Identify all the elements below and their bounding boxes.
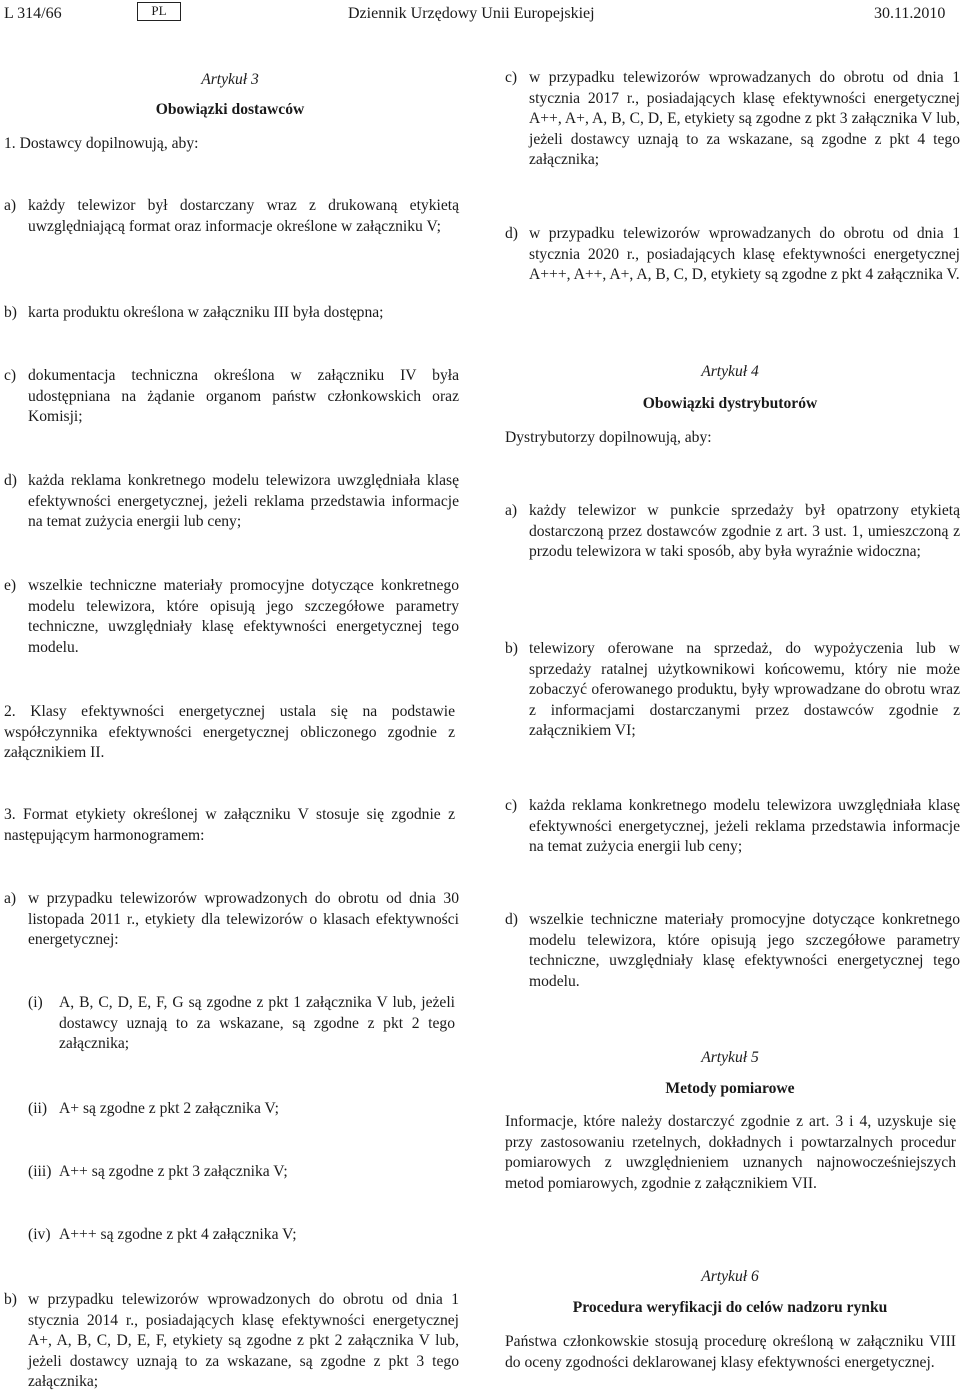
art5-title: Metody pomiarowe: [665, 1080, 795, 1097]
language-badge: PL: [137, 2, 181, 21]
art3-item-d: [4, 471, 459, 533]
art6-heading: Artykuł 6: [701, 1268, 759, 1285]
item-label: e): [4, 577, 17, 594]
item-label: (iv): [28, 1226, 51, 1243]
art3-item-c: [4, 366, 459, 428]
art6-text: Państwa członkowskie stosują procedurę określoną w załączniku VIII do oceny zgodności deklarowanej klasy efektywności energetycznej.: [505, 1333, 956, 1371]
item-label: b): [4, 1291, 17, 1308]
item-label: a): [505, 502, 518, 519]
item-text: każdy telewizor w punkcie sprzedaży był opatrzony etykietą dostarczoną przez dostawców zgodnie z art. 3 ust. 1, umieszczoną z przodu telewizora w taki sposób, aby była wyraźnie widoczna;: [529, 502, 960, 560]
art6-title: Procedura weryfikacji do celów nadzoru rynku: [572, 1299, 888, 1316]
art5-text: Informacje, które należy dostarczyć zgodnie z art. 3 i 4, uzyskuje się przy zastosowaniu rzetelnych, dokładnych i powtarzalnych procedur pomiarowych z uwzględnieniem uznanych najnowocześniejszych metod pomiarowych, zgodnie z załącznikiem VII.: [505, 1113, 956, 1192]
art3-p2: 2. Klasy efektywności energetycznej ustala się na podstawie współczynnika efektywności energetycznej obliczonego zgodnie z załącznikiem II.: [4, 703, 455, 761]
art4-title: Obowiązki dystrybutorów: [642, 395, 818, 412]
item-text: w przypadku telewizorów wprowadzonych do obrotu od dnia 1 stycznia 2014 r., posiadających klasę efektywności energetycznej A+, A, B, C, D, E, F, etykiety są zgodne z pkt 2 załącznika V lub, jeżeli dostawcy uznają to za wskazane, są zgodne z pkt 3 tego załącznika;: [28, 1291, 459, 1390]
art4-intro: Dystrybutorzy dopilnowują, aby:: [505, 429, 712, 446]
art3-item-a: [4, 196, 459, 237]
art3-heading: Artykuł 3: [201, 71, 259, 88]
item-text: A+++ są zgodne z pkt 4 załącznika V;: [59, 1226, 297, 1243]
art3-p3-item-a: [4, 889, 459, 951]
art3-p3-intro: 3. Format etykiety określonej w załączniku V stosuje się zgodnie z następującym harmonogramem:: [4, 806, 455, 844]
item-text: karta produktu określona w załączniku III była dostępna;: [28, 304, 384, 321]
item-label: (i): [28, 994, 43, 1011]
item-text: w przypadku telewizorów wprowadzonych do obrotu od dnia 30 listopada 2011 r., etykiety dla telewizorów o klasach efektywności energetycznej:: [28, 890, 459, 948]
item-text: A, B, C, D, E, F, G są zgodne z pkt 1 załącznika V lub, jeżeli dostawcy uznają to za wskazane, są zgodne z pkt 2 tego załącznika;: [59, 994, 455, 1052]
art3-item-b: [4, 303, 459, 324]
art5-heading: Artykuł 5: [701, 1049, 759, 1066]
item-label: d): [4, 472, 17, 489]
item-label: c): [505, 69, 518, 86]
art3-item-e: [4, 576, 459, 658]
item-text: wszelkie techniczne materiały promocyjne dotyczące konkretnego modelu telewizora, które opisują jego szczegółowe parametry techniczne, uwzględniały klasę efektywności energetycznej tego modelu.: [529, 911, 960, 990]
item-text: A++ są zgodne z pkt 3 załącznika V;: [59, 1163, 288, 1180]
journal-title: Dziennik Urzędowy Unii Europejskiej: [348, 5, 595, 22]
art3-p3-sub-iii: [28, 1162, 455, 1183]
art3-p3-sub-ii: [28, 1099, 455, 1120]
item-label: d): [505, 911, 518, 928]
art3-p3-item-d: [505, 224, 960, 286]
art4-item-c: [505, 796, 960, 858]
page-number: L 314/66: [4, 5, 62, 22]
item-text: każda reklama konkretnego modelu telewizora uwzględniała klasę efektywności energetycznej, jeżeli reklama przedstawia informacje na temat zużycia energii lub ceny;: [529, 797, 960, 855]
art4-heading: Artykuł 4: [701, 363, 759, 380]
item-label: (ii): [28, 1100, 48, 1117]
item-label: c): [505, 797, 518, 814]
item-text: każda reklama konkretnego modelu telewizora uwzględniała klasę efektywności energetycznej, jeżeli reklama przedstawia informacje na temat zużycia energii lub ceny;: [28, 472, 459, 530]
publication-date: 30.11.2010: [874, 5, 946, 22]
art4-item-b: [505, 639, 960, 742]
art3-p3-sub-iv: [28, 1225, 455, 1246]
item-text: wszelkie techniczne materiały promocyjne dotyczące konkretnego modelu telewizora, które opisują jego szczegółowe parametry techniczne, uwzględniały klasę efektywności energetycznej tego modelu.: [28, 577, 459, 656]
art3-p3-item-c: [505, 68, 960, 171]
art3-p3-sub-i: [28, 993, 455, 1055]
art3-title: Obowiązki dostawców: [155, 101, 305, 118]
art4-item-d: [505, 910, 960, 992]
item-label: d): [505, 225, 518, 242]
item-label: a): [4, 890, 17, 907]
item-text: każdy telewizor był dostarczany wraz z drukowaną etykietą uwzględniającą format oraz informacje określone w załączniku V;: [28, 197, 459, 235]
item-text: w przypadku telewizorów wprowadzanych do obrotu od dnia 1 stycznia 2017 r., posiadających klasę efektywności energetycznej A++, A+, A, B, C, D, E, etykiety są zgodne z pkt 3 załącznika V lub, jeżeli dostawcy uznają to za wskazane, są zgodne z pkt 4 tego załącznika;: [529, 69, 960, 168]
item-label: b): [505, 640, 518, 657]
item-text: dokumentacja techniczna określona w załączniku IV była udostępniana na żądanie organom państw członkowskich oraz Komisji;: [28, 367, 459, 425]
item-text: telewizory oferowane na sprzedaż, do wypożyczenia lub w sprzedaży ratalnej użytkownikowi końcowemu, który nie może zobaczyć oferowanego produktu, były wprowadzane do obrotu wraz z informacjami dostarczanymi przez dostawców zgodnie z załącznikiem VI;: [529, 640, 960, 739]
item-label: a): [4, 197, 17, 214]
item-text: A+ są zgodne z pkt 2 załącznika V;: [59, 1100, 279, 1117]
item-label: b): [4, 304, 17, 321]
item-label: c): [4, 367, 17, 384]
art4-item-a: [505, 501, 960, 563]
art3-p1-intro: 1. Dostawcy dopilnowują, aby:: [4, 135, 199, 152]
item-text: w przypadku telewizorów wprowadzanych do obrotu od dnia 1 stycznia 2020 r., posiadających klasę efektywności energetycznej A+++, A++, A+, A, B, C, D, etykiety są zgodne z pkt 4 załącznika V.: [529, 225, 960, 283]
item-label: (iii): [28, 1163, 52, 1180]
art3-p3-item-b: [4, 1290, 459, 1393]
